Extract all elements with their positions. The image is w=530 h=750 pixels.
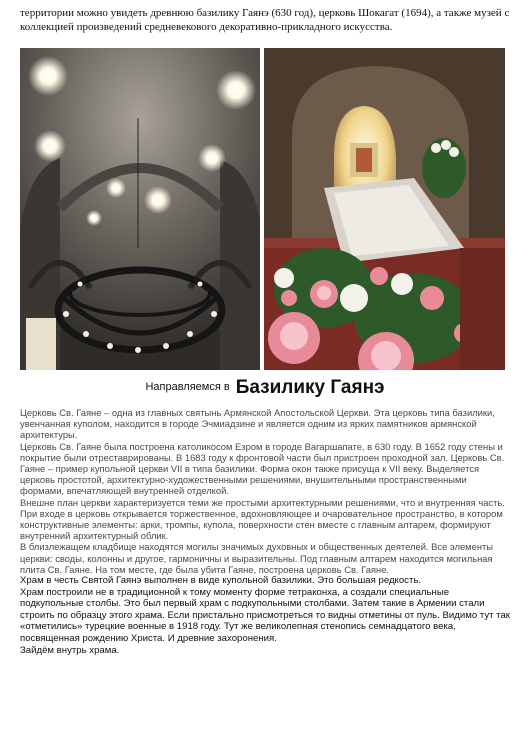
section-heading — [0, 377, 530, 399]
paragraph: Церковь Св. Гаяне – одна из главных святынь Армянской Апостольской Церкви. Эта церковь типа базилики, увенчанная куполом, находится в городе Эчмиадзине и является одним из ярких памятников армянской архитектуры. — [20, 407, 495, 441]
paragraph: В близлежащем кладбище находятся могилы значимых духовных и общественных деятелей. Все элементы церкви: своды, колонны и другое, гармоничны и выразительны. Под главным алтарем находится могильная плита Св. Гаяне. На том месте, где была убита Гаяне, построена церковь Св. Гаяне. — [20, 541, 494, 575]
closing-paragraph: Храм построили не в традиционной к тому моменту форме тетраконха, а создали специальные подкупольные столбы. Это был первый храм с подкупольными столбами. Затем такие в Армении стали строить по образцу этого храма. Если пристально присмотреться то видны отметины от пуль. Видимо тут так «отметились» турецкие военные в 1918 году. Тут же великолепная стенопись семнадцатого века, посвященная рождению Христа. И древние захоронения. — [20, 586, 510, 645]
intro-text: территории можно увидеть древнюю базилику Гаянэ (630 год), церковь Шокагат (1694), а также музей с коллекцией произведений средневекового декоративно-прикладного искусства. — [20, 7, 510, 33]
altar-flowers-photo — [264, 48, 505, 370]
closing-paragraph: Зайдём внутрь храма. — [20, 644, 120, 656]
paragraph: Церковь Св. Гаяне была построена католикосом Езром в городе Вагаршапате, в 630 году. В 1652 году стены и покрытие были отреставрированы. В 1683 году к фронтовой части был пристроен проходной зал. Церковь Св. Гаяне – пример купольной церкви VII в типа базилики. Форма окон также присуща к VII веку. Выделяется церковь простотой, архитектурно-художественными решениями, внушительными пространственными формами, впечатляющей внутренней отделкой. — [20, 440, 505, 497]
dome-chandelier-photo — [20, 48, 260, 370]
article-body — [20, 407, 510, 656]
closing-paragraph: Храм в честь Святой Гаянэ выполнен в виде купольной базилики. Это большая редкость. — [20, 575, 422, 587]
heading-prefix: Направляемся в — [145, 381, 230, 393]
paragraph: Внешне план церкви характеризуется теми же простыми архитектурными решениями, что и внутренняя часть. При входе в церковь открывается торжественное, вдохновляющее и очаровательное пространство, в котором конструктивные элементы: арки, тромпы, купола, поверхности стен вместе с главным алтарем, формируют внутренний архитектурный облик. — [20, 496, 505, 542]
heading-title: Базилику Гаянэ — [235, 377, 385, 398]
